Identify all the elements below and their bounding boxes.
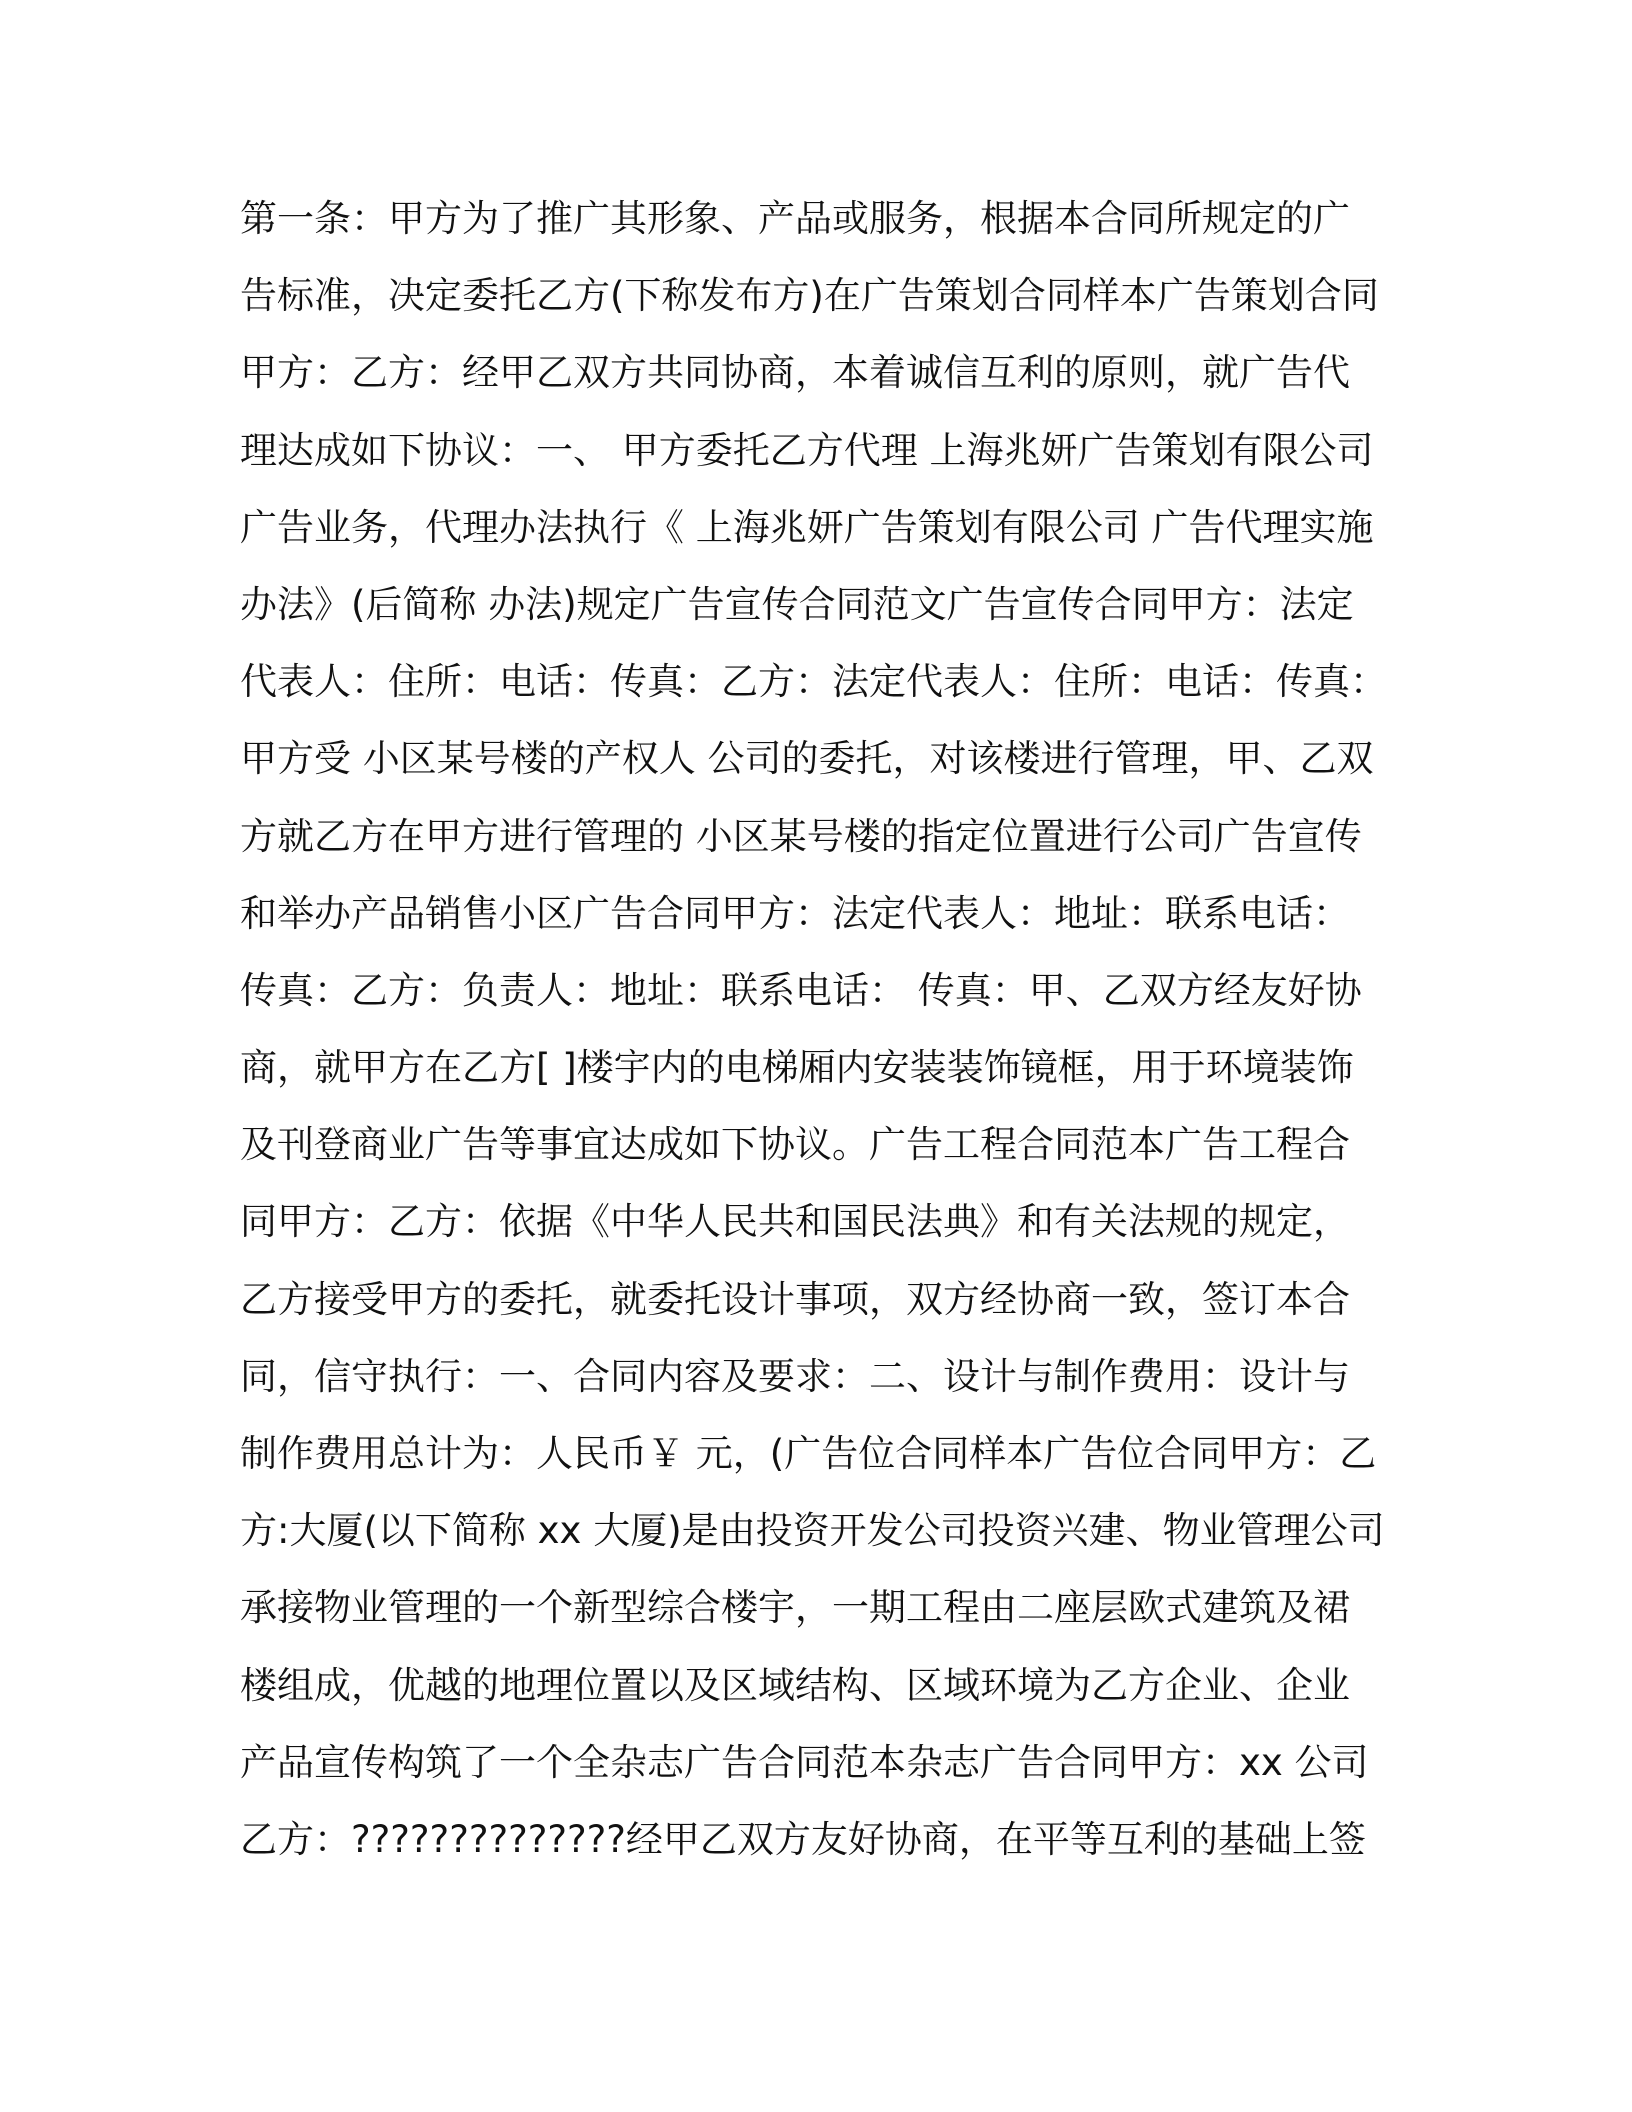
text-line: 广告业务，代理办法执行《 上海兆妍广告策划有限公司 广告代理实施 bbox=[240, 505, 1374, 549]
text-line: 第一条：甲方为了推广其形象、产品或服务，根据本合同所规定的广 bbox=[240, 197, 1350, 240]
text-line: 传真：乙方：负责人：地址：联系电话： 传真：甲、乙双方经友好协 bbox=[240, 968, 1362, 1012]
text-line: 同甲方：乙方：依据《中华人民共和国民法典》和有关法规的规定， bbox=[240, 1200, 1350, 1244]
text-line: 乙方：??????????????经甲乙双方友好协商，在平等互利的基础上签 bbox=[240, 1817, 1366, 1861]
text-line: 甲方受 小区某号楼的产权人 公司的委托，对该楼进行管理，甲、乙双 bbox=[240, 737, 1374, 781]
contract-body-text bbox=[240, 188, 1400, 1886]
text-line: 商，就甲方在乙方[ ]楼宇内的电梯厢内安装装饰镜框，用于环境装饰 bbox=[240, 1046, 1354, 1090]
text-line: 甲方：乙方：经甲乙双方共同协商，本着诚信互利的原则，就广告代 bbox=[240, 351, 1350, 395]
text-line: 告标准，决定委托乙方(下称发布方)在广告策划合同样本广告策划合同 bbox=[240, 274, 1379, 318]
text-line: 产品宣传构筑了一个全杂志广告合同范本杂志广告合同甲方：xx 公司 bbox=[240, 1740, 1369, 1784]
text-line: 制作费用总计为：人民币￥ 元，(广告位合同样本广告位合同甲方：乙 bbox=[240, 1432, 1377, 1475]
text-line: 理达成如下协议：一、 甲方委托乙方代理 上海兆妍广告策划有限公司 bbox=[240, 428, 1374, 472]
text-line: 楼组成，优越的地理位置以及区域结构、区域环境为乙方企业、企业 bbox=[240, 1663, 1350, 1707]
text-line: 代表人：住所：电话：传真：乙方：法定代表人：住所：电话：传真： bbox=[240, 660, 1387, 704]
text-line: 方:大厦(以下简称 xx 大厦)是由投资开发公司投资兴建、物业管理公司 bbox=[240, 1509, 1385, 1553]
text-line: 方就乙方在甲方进行管理的 小区某号楼的指定位置进行公司广告宣传 bbox=[240, 814, 1362, 858]
text-line: 和举办产品销售小区广告合同甲方：法定代表人：地址：联系电话： bbox=[240, 891, 1350, 935]
text-line: 及刊登商业广告等事宜达成如下协议。广告工程合同范本广告工程合 bbox=[240, 1123, 1350, 1167]
text-line: 办法》(后简称 办法)规定广告宣传合同范文广告宣传合同甲方：法定 bbox=[240, 582, 1354, 626]
text-line: 乙方接受甲方的委托，就委托设计事项，双方经协商一致，签订本合 bbox=[240, 1277, 1350, 1321]
text-line: 同，信守执行：一、合同内容及要求：二、设计与制作费用：设计与 bbox=[240, 1354, 1350, 1398]
text-line: 承接物业管理的一个新型综合楼宇，一期工程由二座层欧式建筑及裙 bbox=[240, 1586, 1350, 1630]
